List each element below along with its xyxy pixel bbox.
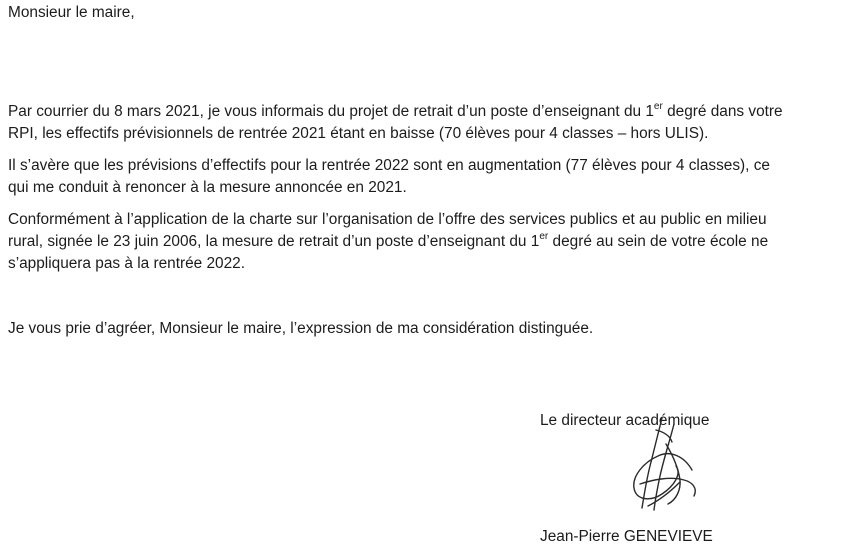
signatory-title: Le directeur académique [540, 412, 710, 429]
paragraph-2-line-2: qui me conduit à renoncer à la mesure annoncée en 2021. [8, 179, 407, 196]
salutation: Monsieur le maire, [8, 4, 135, 21]
paragraph-3-line-1: Conformément à l’application de la charte sur l’organisation de l’offre des services publics et au public en milieu [8, 211, 767, 228]
paragraph-3-line-3: s’appliquera pas à la rentrée 2022. [8, 255, 246, 272]
closing-formula: Je vous prie d’agréer, Monsieur le maire, l’expression de ma considération distinguée. [8, 320, 594, 337]
handwritten-signature [600, 410, 720, 530]
paragraph-3-line-2: rural, signée le 23 juin 2006, la mesure de retrait d’un poste d’enseignant du 1er degré au sein de votre école ne [8, 230, 769, 250]
signatory-name: Jean-Pierre GENEVIEVE [540, 528, 713, 545]
paragraph-1-line-2: RPI, les effectifs prévisionnels de rentrée 2021 étant en baisse (70 élèves pour 4 classes – hors ULIS). [8, 125, 709, 142]
paragraph-2-line-1: Il s’avère que les prévisions d’effectifs pour la rentrée 2022 sont en augmentation (77 élèves pour 4 classes), ce [8, 157, 770, 174]
signature-block [540, 410, 840, 555]
paragraph-1-line-1: Par courrier du 8 mars 2021, je vous informais du projet de retrait d’un poste d’enseignant du 1er degré dans votre [8, 100, 783, 120]
